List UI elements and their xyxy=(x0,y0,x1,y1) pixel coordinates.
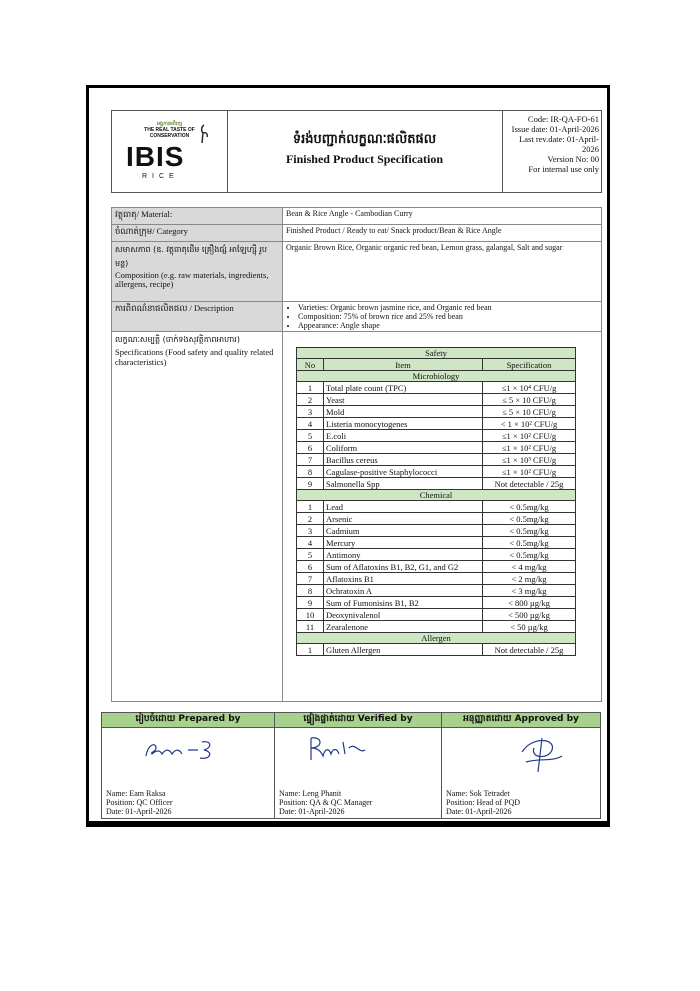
section-title: Chemical xyxy=(297,490,576,501)
row-number: 2 xyxy=(297,513,324,525)
logo-khmer-text: អង្គការអភិរក្ស xyxy=(156,121,183,127)
signature-table xyxy=(101,712,601,819)
category-value: Finished Product / Ready to eat/ Snack product/Bean & Rice Angle xyxy=(283,225,602,242)
row-specification: ≤1 × 10⁴ CFU/g xyxy=(483,382,576,394)
verified-by-date: Date: 01-April-2026 xyxy=(279,807,345,816)
row-specification: < 0.5mg/kg xyxy=(483,525,576,537)
row-number: 3 xyxy=(297,406,324,418)
table-row xyxy=(297,430,576,442)
row-number: 5 xyxy=(297,549,324,561)
row-item: Yeast xyxy=(324,394,483,406)
row-specification: ≤1 × 10² CFU/g xyxy=(483,442,576,454)
verified-by-header: ផ្ទៀងផ្ទាត់ដោយ Verified by xyxy=(275,713,442,728)
row-number: 1 xyxy=(297,501,324,513)
composition-label-khmer: សមាសភាព (ឧ. វត្ថុធាតុដើម គ្រឿងផ្សំ អាឡែហ្ស៊ី រូបមន្ត) xyxy=(115,245,267,268)
section-header xyxy=(297,371,576,382)
row-number: 7 xyxy=(297,454,324,466)
row-item: Salmonella Spp xyxy=(324,478,483,490)
verified-by-position: Position: QA & QC Manager xyxy=(279,798,373,807)
verified-by-name: Name: Leng Phanit xyxy=(279,789,342,798)
title-block xyxy=(227,111,503,192)
row-number: 9 xyxy=(297,597,324,609)
column-header-no: No xyxy=(297,359,324,371)
prepared-by-name: Name: Eam Raksa xyxy=(106,789,166,798)
row-item: Lead xyxy=(324,501,483,513)
description-item: • Appearance: Angle shape xyxy=(298,321,598,330)
meta-code: Code: IR-QA-FO-61 xyxy=(527,114,599,124)
section-header xyxy=(297,633,576,644)
composition-label xyxy=(112,242,283,302)
description-value xyxy=(283,302,602,332)
table-row xyxy=(297,478,576,490)
approved-by-details xyxy=(446,789,520,816)
verified-by-details xyxy=(279,789,372,816)
row-item: Antimony xyxy=(324,549,483,561)
table-row xyxy=(297,382,576,394)
row-specification: ≤ 5 × 10 CFU/g xyxy=(483,394,576,406)
description-item: • Composition: 75% of brown rice and 25% red bean xyxy=(298,312,598,321)
row-number: 4 xyxy=(297,418,324,430)
safety-title: Safety xyxy=(297,348,576,359)
row-number: 2 xyxy=(297,394,324,406)
row-specification: < 500 µg/kg xyxy=(483,609,576,621)
row-number: 9 xyxy=(297,478,324,490)
row-number: 6 xyxy=(297,442,324,454)
logo-rice: RICE xyxy=(142,173,179,180)
table-row xyxy=(297,609,576,621)
approved-by-cell xyxy=(442,728,601,819)
approved-by-name: Name: Sok Tetradet xyxy=(446,789,510,798)
table-row xyxy=(297,597,576,609)
composition-label-english: Composition (e.g. raw materials, ingredients, allergens, recipe) xyxy=(115,270,269,289)
row-item: Arsenic xyxy=(324,513,483,525)
table-row xyxy=(297,573,576,585)
document-meta xyxy=(503,111,599,195)
row-item: Total plate count (TPC) xyxy=(324,382,483,394)
meta-internal-note: For internal use only xyxy=(528,164,599,174)
title-english: Finished Product Specification xyxy=(285,152,444,166)
row-item: Cagulase-positive Staphylococci xyxy=(324,466,483,478)
row-number: 8 xyxy=(297,466,324,478)
row-item: Mercury xyxy=(324,537,483,549)
row-number: 3 xyxy=(297,525,324,537)
specifications-label-english: Specifications (Food safety and quality related characteristics) xyxy=(115,347,274,367)
table-row xyxy=(297,406,576,418)
composition-value: Organic Brown Rice, Organic organic red bean, Lemon grass, galangal, Salt and sugar xyxy=(283,242,602,302)
table-row xyxy=(297,513,576,525)
column-header-spec: Specification xyxy=(483,359,576,371)
row-specification: < 1 × 10² CFU/g xyxy=(483,418,576,430)
row-number: 1 xyxy=(297,644,324,656)
row-number: 6 xyxy=(297,561,324,573)
row-specification: ≤ 5 × 10 CFU/g xyxy=(483,406,576,418)
material-label: វត្ថុធាតុ/ Material: xyxy=(112,208,283,225)
row-specification: Not detectable / 25g xyxy=(483,644,576,656)
row-item: Ochratoxin A xyxy=(324,585,483,597)
row-specification: Not detectable / 25g xyxy=(483,478,576,490)
logo-tagline-2: CONSERVATION xyxy=(149,133,190,139)
logo-tagline-1: THE REAL TASTE OF xyxy=(144,127,195,133)
prepared-by-position: Position: QC Officer xyxy=(106,798,173,807)
row-item: Sum of Aflatoxins B1, B2, G1, and G2 xyxy=(324,561,483,573)
row-number: 4 xyxy=(297,537,324,549)
prepared-signature xyxy=(142,738,222,762)
safety-spec-table xyxy=(296,347,576,656)
verified-signature xyxy=(305,734,375,766)
row-specification: < 0.5mg/kg xyxy=(483,549,576,561)
ibis-rice-logo xyxy=(112,111,228,192)
meta-revision-date: Last rev.date: 01-April-2026 xyxy=(519,134,599,154)
row-specification: < 2 mg/kg xyxy=(483,573,576,585)
table-row xyxy=(297,644,576,656)
table-row xyxy=(297,585,576,597)
row-specification: < 4 mg/kg xyxy=(483,561,576,573)
row-item: Aflatoxins B1 xyxy=(324,573,483,585)
meta-version: Version No: 00 xyxy=(547,154,599,164)
title-khmer: ទំរង់បញ្ជាក់លក្ខណៈផលិតផល xyxy=(292,132,437,147)
row-item: Coliform xyxy=(324,442,483,454)
verified-by-cell xyxy=(275,728,442,819)
row-item: Sum of Fumonisins B1, B2 xyxy=(324,597,483,609)
description-list xyxy=(286,303,598,330)
table-row xyxy=(297,418,576,430)
row-item: Zearalenone xyxy=(324,621,483,633)
prepared-by-details xyxy=(106,789,173,816)
approved-by-header: អនុញ្ញាតដោយ Approved by xyxy=(442,713,601,728)
row-specification: < 0.5mg/kg xyxy=(483,501,576,513)
row-specification: ≤1 × 10³ CFU/g xyxy=(483,454,576,466)
row-specification: < 50 µg/kg xyxy=(483,621,576,633)
description-label: ការពិពណ៌នាផលិតផល / Description xyxy=(112,302,283,332)
row-item: Gluten Allergen xyxy=(324,644,483,656)
table-row xyxy=(297,442,576,454)
section-title: Allergen xyxy=(297,633,576,644)
row-specification: ≤1 × 10² CFU/g xyxy=(483,430,576,442)
approved-by-position: Position: Head of PQD xyxy=(446,798,520,807)
section-header xyxy=(297,490,576,501)
table-row xyxy=(297,501,576,513)
row-item: Mold xyxy=(324,406,483,418)
row-number: 7 xyxy=(297,573,324,585)
row-specification: < 3 mg/kg xyxy=(483,585,576,597)
row-item: Listeria monocytogenes xyxy=(324,418,483,430)
table-row xyxy=(297,621,576,633)
document-header xyxy=(111,110,602,193)
row-item: Bacillus cereus xyxy=(324,454,483,466)
prepared-by-cell xyxy=(102,728,275,819)
row-item: Deoxynivalenol xyxy=(324,609,483,621)
row-number: 5 xyxy=(297,430,324,442)
row-item: Cadmium xyxy=(324,525,483,537)
row-number: 1 xyxy=(297,382,324,394)
table-row xyxy=(297,394,576,406)
specifications-label-khmer: លក្ខណៈសម្បត្តិ (ចាក់ទងសុវត្ថិភាពអាហារ) xyxy=(115,335,240,344)
approved-by-date: Date: 01-April-2026 xyxy=(446,807,512,816)
column-header-item: Item xyxy=(324,359,483,371)
table-row xyxy=(297,454,576,466)
row-specification: < 0.5mg/kg xyxy=(483,537,576,549)
table-row xyxy=(297,549,576,561)
table-row xyxy=(297,525,576,537)
prepared-by-date: Date: 01-April-2026 xyxy=(106,807,172,816)
row-specification: < 0.5mg/kg xyxy=(483,513,576,525)
table-row xyxy=(297,561,576,573)
row-item: E.coli xyxy=(324,430,483,442)
row-specification: ≤1 × 10² CFU/g xyxy=(483,466,576,478)
prepared-by-header: រៀបចំដោយ Prepared by xyxy=(102,713,275,728)
section-title: Microbiology xyxy=(297,371,576,382)
description-item: • Varieties: Organic brown jasmine rice, and Organic red bean xyxy=(298,303,598,312)
row-number: 8 xyxy=(297,585,324,597)
approved-signature xyxy=(512,732,572,776)
table-row xyxy=(297,537,576,549)
specifications-label xyxy=(112,332,283,702)
document-sheet xyxy=(86,85,610,827)
category-label: ចំណាត់ក្រុម/ Category xyxy=(112,225,283,242)
logo-name: IBIS xyxy=(126,141,185,172)
material-value: Bean & Rice Angle - Cambodian Curry xyxy=(283,208,602,225)
bird-icon xyxy=(196,123,212,145)
row-number: 11 xyxy=(297,621,324,633)
row-number: 10 xyxy=(297,609,324,621)
row-specification: < 800 µg/kg xyxy=(483,597,576,609)
table-row xyxy=(297,466,576,478)
meta-issue-date: Issue date: 01-April-2026 xyxy=(511,124,599,134)
